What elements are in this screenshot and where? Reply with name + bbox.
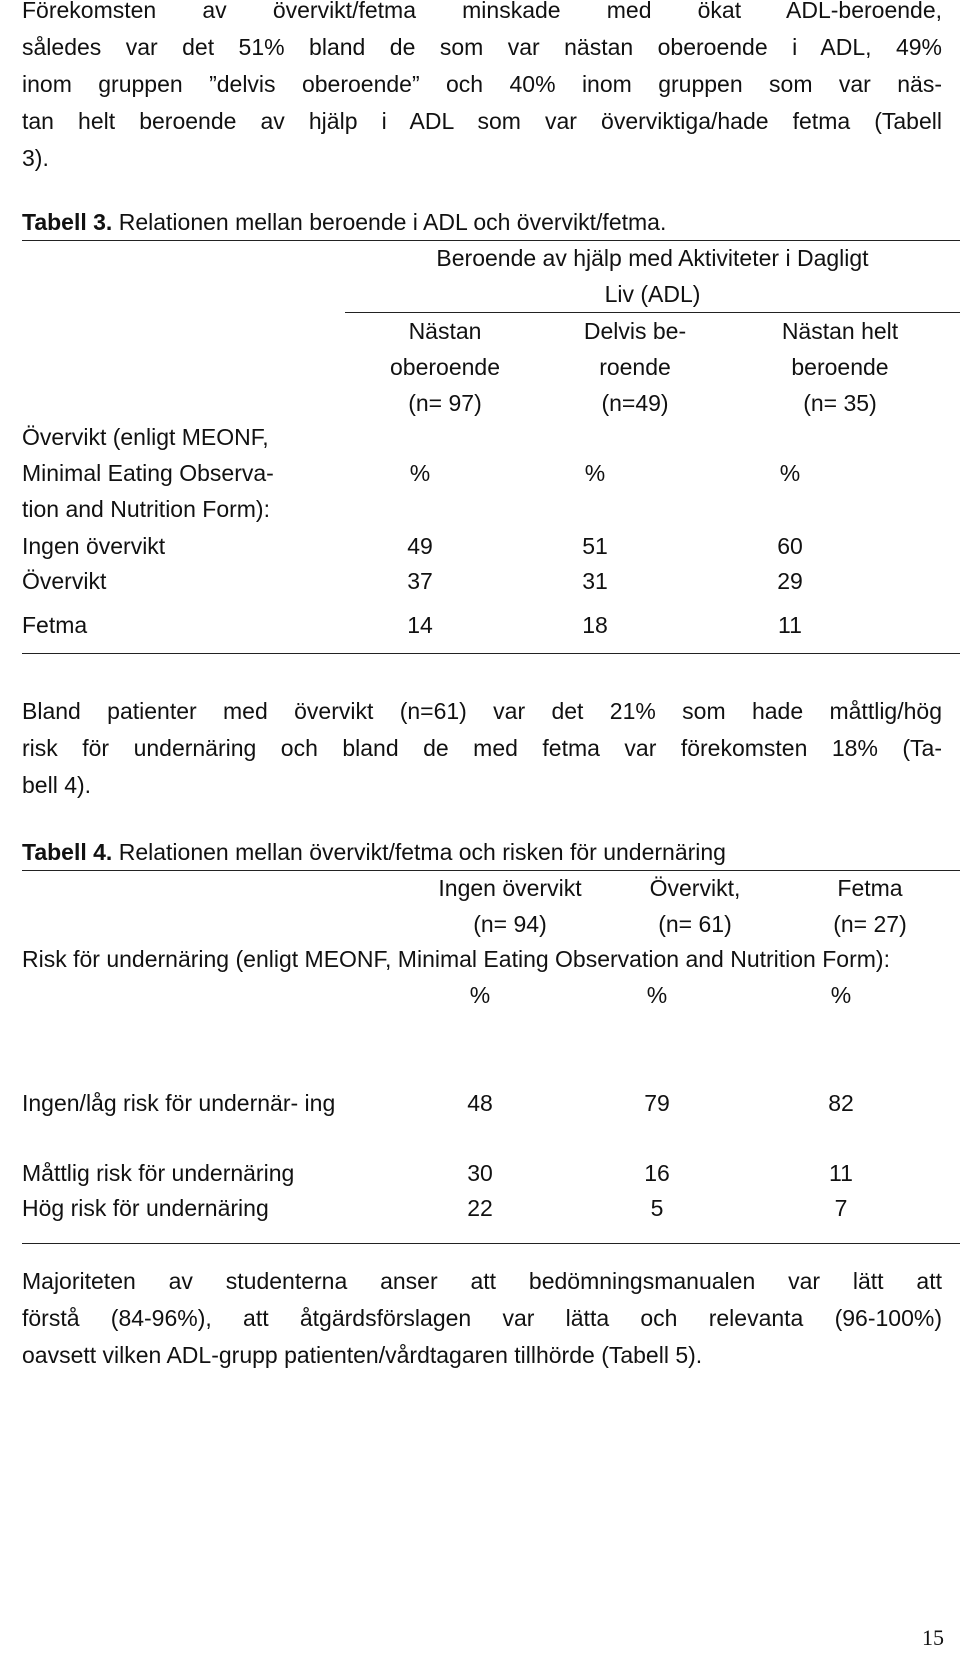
table3-unit: % bbox=[584, 460, 606, 486]
table4-caption-label: Tabell 4. bbox=[22, 839, 113, 865]
intro-line: således var det 51% bland de som var nästan oberoende i ADL, 49% bbox=[22, 34, 942, 60]
col-header-line: (n= 61) bbox=[658, 911, 732, 937]
row-label: Övervikt bbox=[22, 568, 107, 594]
middle-line: Bland patienter med övervikt (n=61) var det 21% som hade måttlig/hög bbox=[22, 698, 942, 724]
table3-unit: % bbox=[779, 460, 801, 486]
table4-unit: % bbox=[469, 982, 491, 1008]
intro-line: tan helt beroende av hjälp i ADL som var överviktiga/hade fetma (Tabell bbox=[22, 108, 942, 134]
row-value: 22 bbox=[467, 1195, 493, 1221]
row-value: 14 bbox=[407, 612, 433, 638]
stub-header-line: Övervikt (enligt MEONF, bbox=[22, 424, 269, 450]
intro-paragraph bbox=[22, 0, 942, 177]
table3-col-header-nastan-oberoende bbox=[345, 313, 545, 421]
row-value: 60 bbox=[777, 533, 803, 559]
col-header-line: roende bbox=[599, 354, 671, 380]
table3-caption-label: Tabell 3. bbox=[22, 209, 113, 235]
stub-header-line: tion and Nutrition Form): bbox=[22, 496, 270, 522]
col-header-line: Fetma bbox=[837, 875, 903, 901]
col-header-line: (n= 35) bbox=[803, 390, 877, 416]
row-value: 30 bbox=[467, 1160, 493, 1186]
row-value: 18 bbox=[582, 612, 608, 638]
col-header-line: Övervikt, bbox=[649, 875, 741, 901]
table4-col-header-overvikt bbox=[595, 870, 795, 942]
col-header-line: (n= 27) bbox=[833, 911, 907, 937]
table3-group-header bbox=[345, 240, 960, 312]
row-value: 11 bbox=[778, 612, 802, 638]
middle-paragraph bbox=[22, 693, 942, 804]
table4-col-header-fetma bbox=[770, 870, 960, 942]
row-value: 5 bbox=[650, 1195, 664, 1221]
row-label bbox=[22, 1085, 365, 1121]
table4-unit: % bbox=[646, 982, 668, 1008]
col-header-line: Nästan bbox=[408, 318, 482, 344]
row-value: 29 bbox=[777, 568, 803, 594]
table4-caption-text: Relationen mellan övervikt/fetma och risken för undernäring bbox=[112, 839, 726, 865]
intro-line: Förekomsten av övervikt/fetma minskade med ökat ADL-beroende, bbox=[22, 0, 942, 23]
stub-header-line: Observation and Nutrition bbox=[555, 946, 816, 972]
row-value: 7 bbox=[834, 1195, 848, 1221]
row-label-line: Ingen/låg risk för undernär- bbox=[22, 1090, 299, 1116]
group-header-line: Beroende av hjälp med Aktiviteter i Dagligt bbox=[436, 245, 869, 271]
col-header-line: (n=49) bbox=[601, 390, 669, 416]
col-header-line: oberoende bbox=[390, 354, 500, 380]
table3-stub-header bbox=[22, 419, 352, 527]
row-label: Hög risk för undernäring bbox=[22, 1195, 269, 1221]
middle-line: risk för undernäring och bland de med fetma var förekomsten 18% (Ta- bbox=[22, 735, 942, 761]
row-value: 16 bbox=[644, 1160, 670, 1186]
col-header-line: (n= 94) bbox=[473, 911, 547, 937]
col-header-line: Delvis be- bbox=[583, 318, 687, 344]
page-number: 15 bbox=[922, 1625, 944, 1650]
col-header-line: (n= 97) bbox=[408, 390, 482, 416]
intro-line: 3). bbox=[22, 145, 49, 171]
stub-header-line: Form): bbox=[822, 946, 890, 972]
closing-paragraph bbox=[22, 1263, 942, 1374]
closing-line: förstå (84-96%), att åtgärdsförslagen var lätta och relevanta (96-100%) bbox=[22, 1305, 942, 1331]
stub-header-line: MEONF, Minimal Eating bbox=[304, 946, 549, 972]
intro-line: inom gruppen ”delvis oberoende” och 40% inom gruppen som var näs- bbox=[22, 71, 942, 97]
row-value: 79 bbox=[644, 1090, 670, 1116]
table3-col-header-nastan-helt-beroende bbox=[740, 313, 940, 421]
table4-caption bbox=[22, 837, 726, 867]
row-label: Fetma bbox=[22, 612, 88, 638]
col-header-line: Ingen övervikt bbox=[438, 875, 582, 901]
group-header-line: Liv (ADL) bbox=[604, 281, 701, 307]
row-value: 11 bbox=[829, 1160, 853, 1186]
table3-col-header-delvis-beroende bbox=[535, 313, 735, 421]
row-value: 49 bbox=[407, 533, 433, 559]
row-value: 82 bbox=[828, 1090, 854, 1116]
row-label: Måttlig risk för undernäring bbox=[22, 1160, 295, 1186]
table4-unit: % bbox=[830, 982, 852, 1008]
table4-bottom-rule bbox=[22, 1243, 960, 1244]
row-value: 31 bbox=[582, 568, 608, 594]
row-value: 51 bbox=[582, 533, 608, 559]
table3-caption-text: Relationen mellan beroende i ADL och övervikt/fetma. bbox=[112, 209, 667, 235]
row-label-line: ing bbox=[304, 1090, 336, 1116]
row-label: Ingen övervikt bbox=[22, 533, 166, 559]
closing-line: Majoriteten av studenterna anser att bedömningsmanualen var lätt att bbox=[22, 1268, 942, 1294]
col-header-line: Nästan helt bbox=[781, 318, 899, 344]
table3-caption bbox=[22, 207, 666, 237]
table3-bottom-rule bbox=[22, 653, 960, 654]
middle-line: bell 4). bbox=[22, 772, 92, 798]
col-header-line: beroende bbox=[791, 354, 889, 380]
table4-stub-header bbox=[22, 941, 890, 977]
table3-unit: % bbox=[409, 460, 431, 486]
stub-header-line: Risk för undernäring (enligt bbox=[22, 946, 299, 972]
row-value: 37 bbox=[407, 568, 433, 594]
row-value: 48 bbox=[467, 1090, 493, 1116]
closing-line: oavsett vilken ADL-grupp patienten/vårdtagaren tillhörde (Tabell 5). bbox=[22, 1342, 703, 1368]
table4-col-header-ingen-overvikt bbox=[395, 870, 625, 942]
stub-header-line: Minimal Eating Observa- bbox=[22, 460, 274, 486]
